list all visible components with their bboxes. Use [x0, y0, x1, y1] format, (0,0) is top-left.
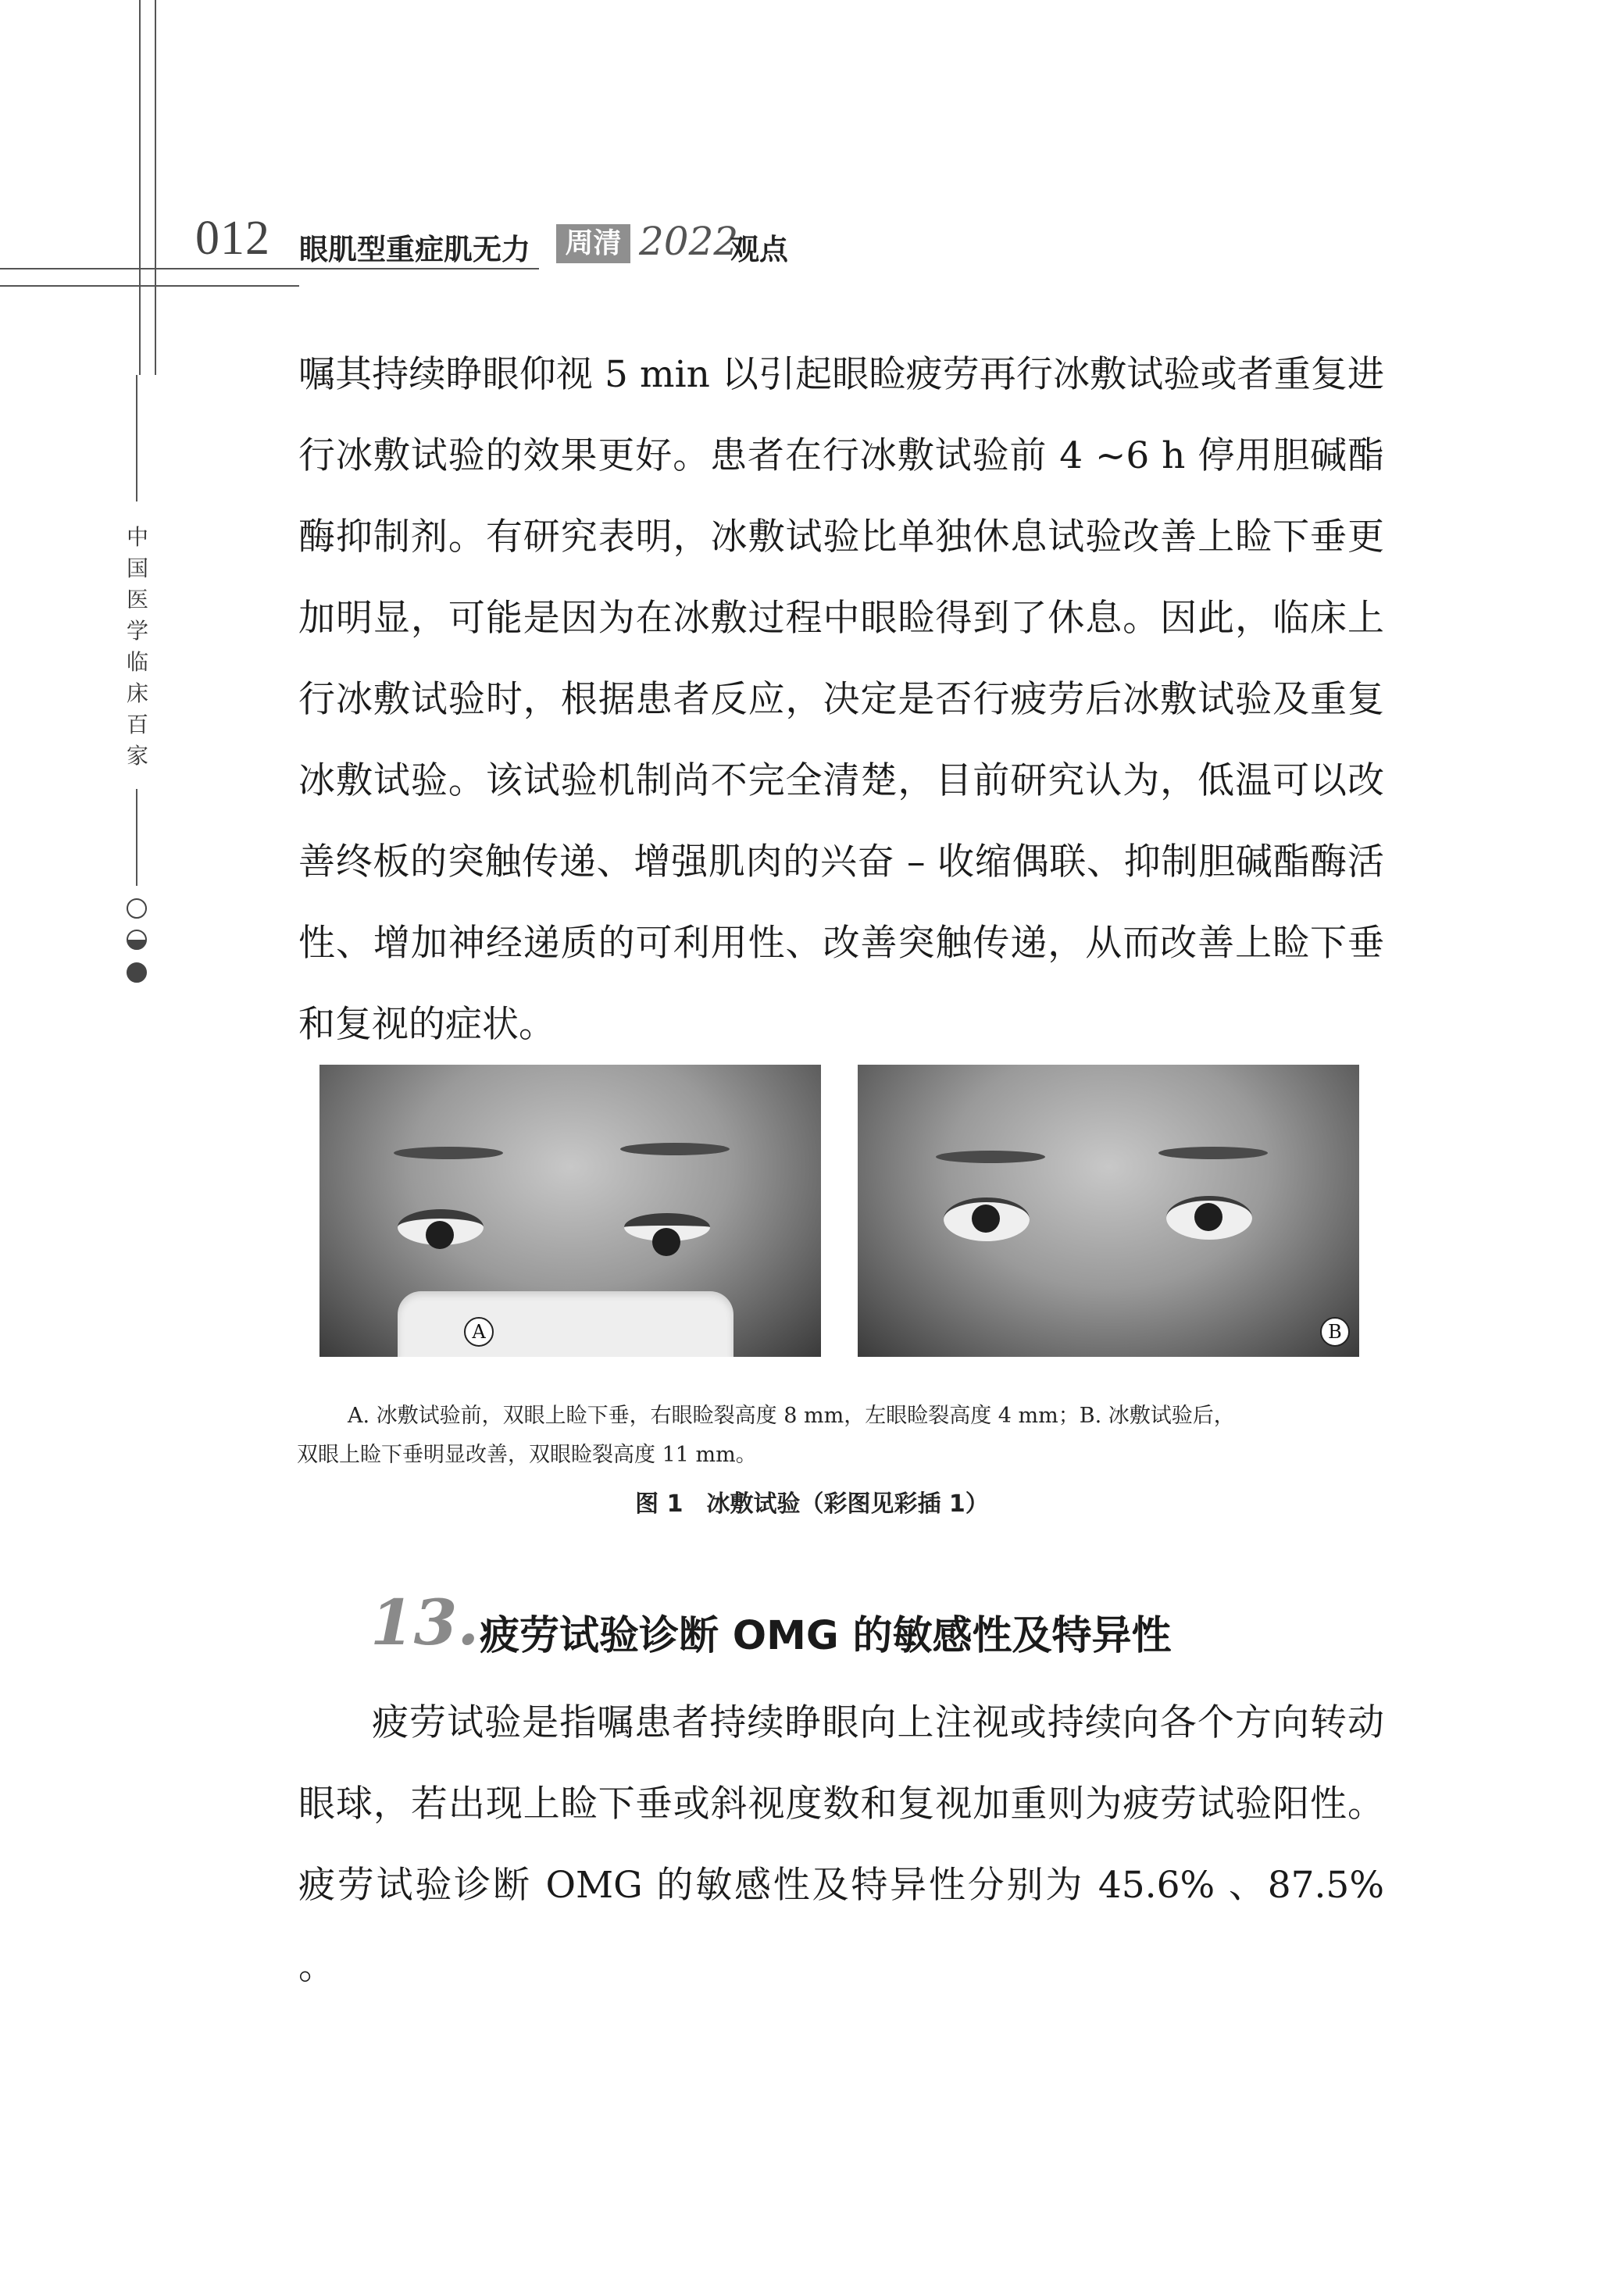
series-title-char: 百 — [126, 712, 148, 737]
photo-after-ice-test — [858, 1065, 1359, 1357]
eye-left — [624, 1213, 710, 1241]
brow-left — [1158, 1147, 1268, 1159]
brow-right — [394, 1147, 503, 1159]
eye-left — [1166, 1196, 1252, 1240]
series-title-char: 家 — [126, 743, 148, 769]
series-title-char: 中 — [126, 524, 148, 550]
series-title-char: 临 — [126, 649, 148, 675]
section-title: 疲劳试验诊断 OMG 的敏感性及特异性 — [480, 1613, 1172, 1659]
figure-note — [297, 1397, 1390, 1475]
edition-year: 2022 — [639, 219, 739, 264]
figure-label-b: B — [1320, 1317, 1350, 1347]
series-title-char: 医 — [126, 587, 148, 612]
body-paragraph: 嘱其持续睁眼仰视 5 min 以引起眼睑疲劳再行冰敷试验或者重复进行冰敷试验的效果更好。患者在行冰敷试验前 4 ~6 h 停用胆碱酯酶抑制剂。有研究表明，冰敷试验比单独休息试验改善上睑下垂更加明显，可能是因为在冰敷过程中眼睑得到了休息。因此，临床上行冰敷试验时，根据患者反应，决定是否行疲劳后冰敷试验及重复冰敷试验。该试验机制尚不完全清楚，目前研究认为，低温可以改善终板的突触传递、增强肌肉的兴奋 – 收缩偶联、抑制胆碱酯酶活性、增加神经递质的可利用性、改善突触传递，从而改善上睑下垂和复视的症状。 — [298, 353, 1384, 1046]
header-horizontal-rule-top — [0, 268, 539, 269]
face-mask — [398, 1291, 733, 1357]
series-title-char: 国 — [126, 555, 148, 581]
book-title: 眼肌型重症肌无力 — [299, 233, 530, 266]
eye-right — [944, 1197, 1030, 1241]
figure-label-a: A — [464, 1317, 494, 1347]
series-title-char: 床 — [126, 680, 148, 706]
series-title-char: 学 — [126, 618, 148, 644]
brow-left — [620, 1143, 730, 1155]
series-title — [123, 522, 152, 772]
photo-before-ice-test — [319, 1065, 821, 1357]
section-number: 13. — [370, 1586, 480, 1659]
page-number: 012 — [195, 212, 270, 265]
brow-right — [936, 1151, 1045, 1163]
half-circle-icon — [127, 930, 147, 950]
figure-note-line: A. 冰敷试验前，双眼上睑下垂，右眼睑裂高度 8 mm，左眼睑裂高度 4 mm；B. 冰敷试验后， — [348, 1404, 1235, 1428]
section-paragraph: 疲劳试验是指嘱患者持续睁眼向上注视或持续向各个方向转动眼球，若出现上睑下垂或斜视度数和复视加重则为疲劳试验阳性。疲劳试验诊断 OMG 的敏感性及特异性分别为 45.6% 、87.5% 。 — [298, 1701, 1384, 1988]
figure-note-line: 双眼上睑下垂明显改善，双眼睑裂高度 11 mm。 — [297, 1443, 757, 1467]
header-vertical-rule-right — [155, 0, 156, 375]
viewpoint-label: 观点 — [730, 233, 788, 266]
eye-right — [398, 1209, 484, 1245]
header-vertical-rule-left — [139, 0, 141, 375]
header-horizontal-rule-bottom — [0, 285, 299, 287]
sidebar-rule-bottom — [136, 789, 137, 886]
empty-circle-icon — [127, 898, 147, 919]
filled-circle-icon — [127, 962, 147, 983]
sidebar-rule-top — [136, 375, 137, 501]
figure-caption: 图 1 冰敷试验（彩图见彩插 1） — [635, 1490, 989, 1518]
author-badge: 周清 — [556, 224, 630, 263]
